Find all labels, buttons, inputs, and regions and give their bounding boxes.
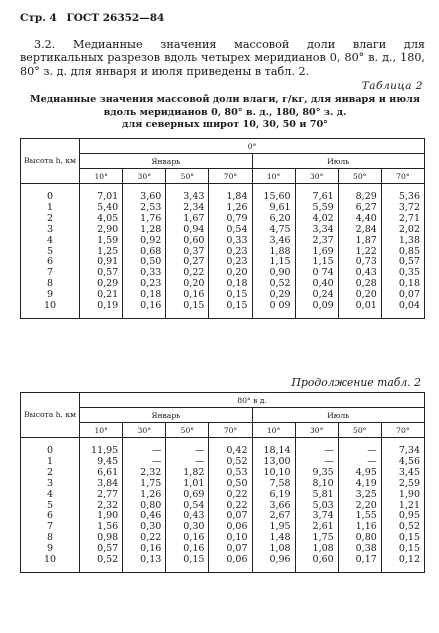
value-cell: 0,22 <box>166 268 209 279</box>
value-cell: 2,53 <box>123 203 166 214</box>
month-header-january: Январь <box>80 154 252 169</box>
meridian-header: 0° <box>80 139 425 154</box>
value-cell: 1,08 <box>295 544 338 555</box>
height-cell: 2 <box>21 214 80 225</box>
latitude-header: 70° <box>209 423 252 438</box>
value-cell: 0,80 <box>338 533 381 544</box>
value-cell: 7,34 <box>381 446 424 457</box>
value-cell: 0,68 <box>123 247 166 258</box>
value-cell: 0,16 <box>123 544 166 555</box>
value-cell: 0,07 <box>209 544 252 555</box>
height-cell: 10 <box>21 555 80 566</box>
value-cell: 1,22 <box>338 247 381 258</box>
value-cell: 2,02 <box>381 225 424 236</box>
value-cell: 0,06 <box>209 522 252 533</box>
value-cell: 0,29 <box>252 290 295 301</box>
spacer-cell <box>209 566 252 573</box>
height-cell: 1 <box>21 203 80 214</box>
spacer-cell <box>381 312 424 319</box>
height-cell: 4 <box>21 236 80 247</box>
value-cell: 0,57 <box>381 257 424 268</box>
paragraph-text: 3.2. Медианные значения массовой доли влаги для вертикальных разрезов вдоль четырех меридианов 0, 80° в. д., 180, 80° з. д. для января и июля приведены в табл. 2. <box>20 38 425 78</box>
value-cell: — <box>338 446 381 457</box>
value-cell: 4,05 <box>80 214 123 225</box>
spacer-cell <box>21 566 80 573</box>
height-header: Высота h, км <box>21 139 80 184</box>
spacer-row <box>21 438 425 447</box>
value-cell: — <box>295 446 338 457</box>
value-cell: 1,82 <box>166 468 209 479</box>
value-cell: 3,74 <box>295 511 338 522</box>
spacer-row <box>21 312 425 319</box>
value-cell: 0,57 <box>80 544 123 555</box>
standard-code: ГОСТ 26352—84 <box>66 12 165 24</box>
table-label: Таблица 2 <box>361 80 423 92</box>
value-cell: 0,52 <box>252 279 295 290</box>
caption-line-3: для северных широт 10, 30, 50 и 70° <box>122 119 328 131</box>
value-cell: 0,53 <box>209 468 252 479</box>
page-number: Стр. 4 <box>20 12 57 24</box>
value-cell: 1,59 <box>80 236 123 247</box>
value-cell: 0,57 <box>80 268 123 279</box>
value-cell: 0,60 <box>166 236 209 247</box>
height-cell: 1 <box>21 457 80 468</box>
latitude-header: 10° <box>80 423 123 438</box>
value-cell: 0,30 <box>166 522 209 533</box>
value-cell: 1,28 <box>123 225 166 236</box>
month-header-july: Июль <box>252 154 424 169</box>
value-cell: 0,13 <box>123 555 166 566</box>
spacer-cell <box>123 312 166 319</box>
value-cell: 0,46 <box>123 511 166 522</box>
value-cell: 11,95 <box>80 446 123 457</box>
height-cell: 7 <box>21 268 80 279</box>
spacer-cell <box>80 566 123 573</box>
value-cell: 1,16 <box>338 522 381 533</box>
value-cell: 0,92 <box>123 236 166 247</box>
spacer-cell <box>166 312 209 319</box>
value-cell: 0,15 <box>209 301 252 312</box>
value-cell: 0,24 <box>295 290 338 301</box>
value-cell: 3,43 <box>166 192 209 203</box>
value-cell: 0,16 <box>123 301 166 312</box>
table-row <box>21 446 425 457</box>
spacer-cell <box>80 312 123 319</box>
value-cell: 0,69 <box>166 490 209 501</box>
table-row <box>21 555 425 566</box>
value-cell: 0,16 <box>166 290 209 301</box>
value-cell: 1,95 <box>252 522 295 533</box>
value-cell: 4,19 <box>338 479 381 490</box>
value-cell: 0,16 <box>166 544 209 555</box>
value-cell: 1,08 <box>252 544 295 555</box>
value-cell: 1,87 <box>338 236 381 247</box>
value-cell: 0,91 <box>80 257 123 268</box>
value-cell: 6,20 <box>252 214 295 225</box>
value-cell: 0,30 <box>123 522 166 533</box>
value-cell: 6,19 <box>252 490 295 501</box>
latitude-header: 30° <box>123 423 166 438</box>
value-cell: 0 74 <box>295 268 338 279</box>
value-cell: 0,52 <box>209 457 252 468</box>
value-cell: 2,77 <box>80 490 123 501</box>
value-cell: — <box>338 457 381 468</box>
value-cell: 0,10 <box>209 533 252 544</box>
value-cell: 2,71 <box>381 214 424 225</box>
value-cell: 1,38 <box>381 236 424 247</box>
value-cell: 7,58 <box>252 479 295 490</box>
value-cell: 4,40 <box>338 214 381 225</box>
spacer-cell <box>381 566 424 573</box>
height-cell: 6 <box>21 511 80 522</box>
table-row <box>21 490 425 501</box>
value-cell: 0,15 <box>166 555 209 566</box>
spacer-row <box>21 566 425 573</box>
value-cell: 1,90 <box>381 490 424 501</box>
height-cell: 5 <box>21 501 80 512</box>
value-cell: 0,17 <box>338 555 381 566</box>
value-cell: 0,43 <box>166 511 209 522</box>
spacer-cell <box>209 312 252 319</box>
spacer-cell <box>21 312 80 319</box>
value-cell: 0,18 <box>209 279 252 290</box>
value-cell: 3,66 <box>252 501 295 512</box>
value-cell: 0,85 <box>381 247 424 258</box>
value-cell: 0,38 <box>338 544 381 555</box>
value-cell: 0,15 <box>381 544 424 555</box>
spacer-cell <box>252 566 295 573</box>
height-cell: 8 <box>21 533 80 544</box>
value-cell: 15,60 <box>252 192 295 203</box>
height-cell: 10 <box>21 301 80 312</box>
value-cell: 5,59 <box>295 203 338 214</box>
value-cell: 1,55 <box>338 511 381 522</box>
height-cell: 0 <box>21 192 80 203</box>
value-cell: 0,96 <box>252 555 295 566</box>
height-cell: 5 <box>21 247 80 258</box>
value-cell: — <box>166 457 209 468</box>
value-cell: 6,61 <box>80 468 123 479</box>
value-cell: 3,60 <box>123 192 166 203</box>
value-cell: 7,01 <box>80 192 123 203</box>
value-cell: 8,29 <box>338 192 381 203</box>
value-cell: 8,10 <box>295 479 338 490</box>
value-cell: 0,29 <box>80 279 123 290</box>
latitude-header: 30° <box>295 169 338 184</box>
height-cell: 3 <box>21 225 80 236</box>
value-cell: 4,02 <box>295 214 338 225</box>
value-cell: 0,42 <box>209 446 252 457</box>
value-cell: 5,40 <box>80 203 123 214</box>
value-cell: 0,15 <box>166 301 209 312</box>
value-cell: 0,28 <box>338 279 381 290</box>
height-cell: 0 <box>21 446 80 457</box>
value-cell: 0,52 <box>381 522 424 533</box>
value-cell: 0,80 <box>123 501 166 512</box>
value-cell: 9,35 <box>295 468 338 479</box>
value-cell: 0,79 <box>209 214 252 225</box>
latitude-header: 50° <box>338 423 381 438</box>
value-cell: 1,21 <box>381 501 424 512</box>
caption-line-1: Медианные значения массовой доли влаги, г/кг, для января и июля <box>30 94 420 105</box>
value-cell: 1,84 <box>209 192 252 203</box>
spacer-cell <box>295 312 338 319</box>
value-cell: 0,20 <box>338 290 381 301</box>
value-cell: — <box>123 446 166 457</box>
value-cell: 0,20 <box>166 279 209 290</box>
value-cell: 1,48 <box>252 533 295 544</box>
value-cell: 0,20 <box>209 268 252 279</box>
value-cell: 4,75 <box>252 225 295 236</box>
table-row <box>21 236 425 247</box>
latitude-header: 70° <box>209 169 252 184</box>
page-header <box>20 12 170 24</box>
value-cell: 2,20 <box>338 501 381 512</box>
value-cell: 0,22 <box>209 501 252 512</box>
value-cell: 3,84 <box>80 479 123 490</box>
meridian-header: 80° в д. <box>80 393 425 408</box>
caption-line-2: вдоль меридианов 0, 80° в. д., 180, 80° з. д. <box>103 106 347 118</box>
value-cell: 0,35 <box>381 268 424 279</box>
value-cell: 4,95 <box>338 468 381 479</box>
value-cell: 0,50 <box>123 257 166 268</box>
value-cell: 0,12 <box>381 555 424 566</box>
height-cell: 8 <box>21 279 80 290</box>
value-cell: 4,56 <box>381 457 424 468</box>
spacer-cell <box>295 566 338 573</box>
latitude-header: 70° <box>381 423 424 438</box>
value-cell: 1,75 <box>295 533 338 544</box>
value-cell: 0,54 <box>209 225 252 236</box>
latitude-header: 30° <box>123 169 166 184</box>
value-cell: 1,75 <box>123 479 166 490</box>
value-cell: 0,22 <box>209 490 252 501</box>
value-cell: 0,18 <box>381 279 424 290</box>
height-header: Высота h, км <box>21 393 80 438</box>
value-cell: 0,09 <box>295 301 338 312</box>
value-cell: 0,23 <box>209 257 252 268</box>
value-cell: 1,90 <box>80 511 123 522</box>
table-row <box>21 301 425 312</box>
value-cell: 7,61 <box>295 192 338 203</box>
month-header-july: Июль <box>252 408 424 423</box>
value-cell: 0,98 <box>80 533 123 544</box>
value-cell: 0,73 <box>338 257 381 268</box>
value-cell: 1,56 <box>80 522 123 533</box>
value-cell: 0,23 <box>123 279 166 290</box>
value-cell: 0,90 <box>252 268 295 279</box>
latitude-header: 10° <box>252 423 295 438</box>
value-cell: — <box>295 457 338 468</box>
spacer-cell <box>123 566 166 573</box>
value-cell: 0,27 <box>166 257 209 268</box>
value-cell: 0,40 <box>295 279 338 290</box>
value-cell: 0,43 <box>338 268 381 279</box>
latitude-header: 30° <box>295 423 338 438</box>
table-row <box>21 225 425 236</box>
spacer-cell <box>338 566 381 573</box>
value-cell: 9,45 <box>80 457 123 468</box>
moisture-table-meridian-0 <box>20 138 425 319</box>
value-cell: 2,37 <box>295 236 338 247</box>
value-cell: 1,76 <box>123 214 166 225</box>
value-cell: 0,33 <box>123 268 166 279</box>
latitude-header: 10° <box>80 169 123 184</box>
value-cell: 0,60 <box>295 555 338 566</box>
height-cell: 4 <box>21 490 80 501</box>
spacer-cell <box>252 312 295 319</box>
value-cell: 2,32 <box>123 468 166 479</box>
value-cell: 0,18 <box>123 290 166 301</box>
value-cell: 13,00 <box>252 457 295 468</box>
height-cell: 9 <box>21 544 80 555</box>
value-cell: 0,95 <box>381 511 424 522</box>
value-cell: 1,26 <box>209 203 252 214</box>
value-cell: 9,61 <box>252 203 295 214</box>
value-cell: 3,45 <box>381 468 424 479</box>
intro-paragraph <box>20 38 425 78</box>
value-cell: 2,67 <box>252 511 295 522</box>
value-cell: 1,25 <box>80 247 123 258</box>
value-cell: 0,15 <box>209 290 252 301</box>
value-cell: 0,37 <box>166 247 209 258</box>
value-cell: 0,01 <box>338 301 381 312</box>
value-cell: 0,50 <box>209 479 252 490</box>
value-cell: 5,81 <box>295 490 338 501</box>
latitude-header: 10° <box>252 169 295 184</box>
value-cell: 2,61 <box>295 522 338 533</box>
moisture-table-meridian-80e <box>20 392 425 573</box>
value-cell: 0,15 <box>381 533 424 544</box>
value-cell: 0,94 <box>166 225 209 236</box>
value-cell: 2,32 <box>80 501 123 512</box>
height-cell: 3 <box>21 479 80 490</box>
value-cell: 3,34 <box>295 225 338 236</box>
value-cell: 2,59 <box>381 479 424 490</box>
value-cell: 0,33 <box>209 236 252 247</box>
value-cell: 5,03 <box>295 501 338 512</box>
spacer-cell <box>338 312 381 319</box>
value-cell: 1,15 <box>252 257 295 268</box>
value-cell: 0,07 <box>209 511 252 522</box>
value-cell: 0,07 <box>381 290 424 301</box>
value-cell: 18,14 <box>252 446 295 457</box>
latitude-header: 50° <box>166 169 209 184</box>
latitude-header: 70° <box>381 169 424 184</box>
value-cell: — <box>123 457 166 468</box>
value-cell: 2,90 <box>80 225 123 236</box>
table-row <box>21 479 425 490</box>
value-cell: 6,27 <box>338 203 381 214</box>
value-cell: 5,36 <box>381 192 424 203</box>
height-cell: 9 <box>21 290 80 301</box>
value-cell: 0,04 <box>381 301 424 312</box>
value-cell: 0,16 <box>166 533 209 544</box>
table-caption <box>30 94 420 132</box>
value-cell: 0,52 <box>80 555 123 566</box>
height-cell: 7 <box>21 522 80 533</box>
value-cell: — <box>166 446 209 457</box>
value-cell: 0 09 <box>252 301 295 312</box>
spacer-cell <box>166 566 209 573</box>
value-cell: 0,06 <box>209 555 252 566</box>
continuation-label: Продолжение табл. 2 <box>291 376 421 389</box>
value-cell: 0,22 <box>123 533 166 544</box>
value-cell: 3,25 <box>338 490 381 501</box>
value-cell: 1,26 <box>123 490 166 501</box>
value-cell: 0,54 <box>166 501 209 512</box>
value-cell: 1,15 <box>295 257 338 268</box>
value-cell: 1,01 <box>166 479 209 490</box>
height-cell: 2 <box>21 468 80 479</box>
month-header-january: Январь <box>80 408 252 423</box>
value-cell: 3,46 <box>252 236 295 247</box>
value-cell: 1,69 <box>295 247 338 258</box>
value-cell: 10,10 <box>252 468 295 479</box>
value-cell: 0,19 <box>80 301 123 312</box>
value-cell: 0,23 <box>209 247 252 258</box>
height-cell: 6 <box>21 257 80 268</box>
value-cell: 1,67 <box>166 214 209 225</box>
latitude-header: 50° <box>338 169 381 184</box>
value-cell: 3,72 <box>381 203 424 214</box>
latitude-header: 50° <box>166 423 209 438</box>
value-cell: 2,34 <box>166 203 209 214</box>
value-cell: 2,84 <box>338 225 381 236</box>
value-cell: 0,21 <box>80 290 123 301</box>
value-cell: 1,88 <box>252 247 295 258</box>
